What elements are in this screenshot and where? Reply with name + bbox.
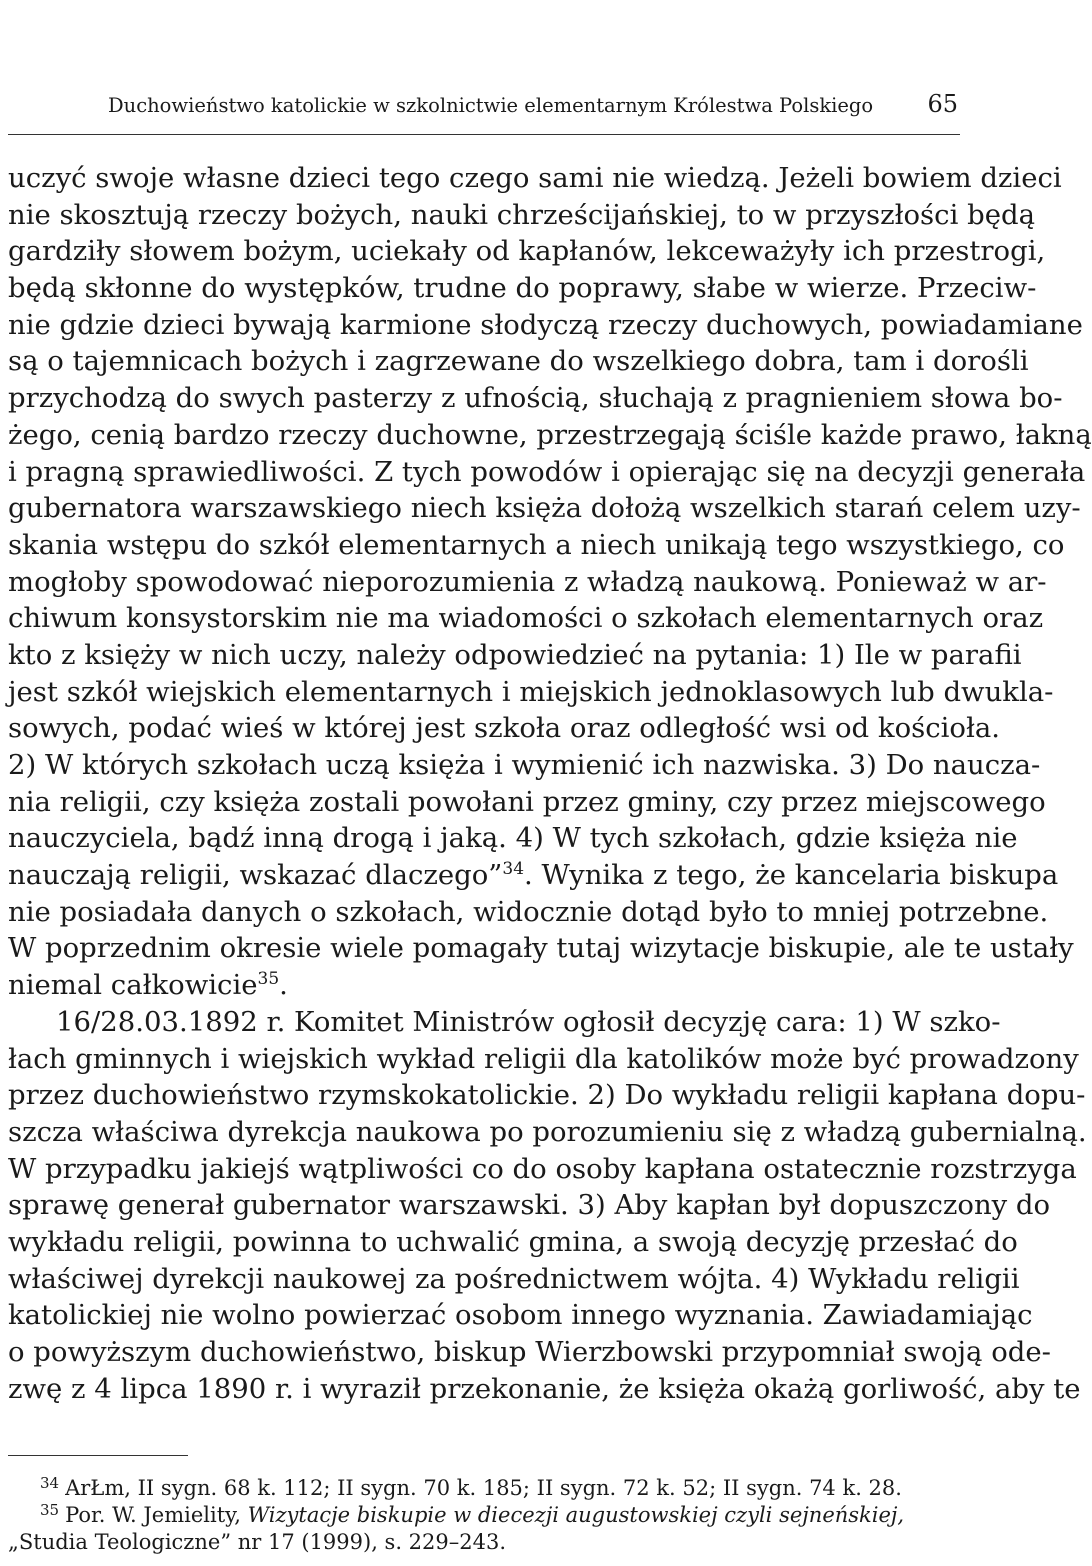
text-segment: .: [279, 969, 288, 1002]
text-line: nia religii, czy księża zostali powołani przez gminy, czy przez miejscowego: [8, 785, 1046, 818]
text-line: skania wstępu do szkół elementarnych a niech unikają tego wszystkiego, co: [8, 528, 1065, 561]
text-line: sowych, podać wieś w której jest szkoła oraz odległość wsi od kościoła.: [8, 712, 1001, 745]
text-segment: nauczają religii, wskazać dlaczego”: [8, 859, 503, 892]
text-line: gubernatora warszawskiego niech księża dołożą wszelkich starań celem uzy-: [8, 492, 1081, 525]
text-line: i pragną sprawiedliwości. Z tych powodów i opierając się na decyzji generała: [8, 455, 1086, 488]
footnote-divider: [8, 1455, 188, 1456]
text-line: W przypadku jakiejś wątpliwości co do osoby kapłana ostatecznie rozstrzyga: [8, 1152, 1077, 1185]
text-line: kto z księży w nich uczy, należy odpowiedzieć na pytania: 1) Ile w parafii: [8, 638, 1022, 671]
running-title: Duchowieństwo katolickie w szkolnictwie elementarnym Królestwa Polskiego: [108, 94, 874, 117]
text-line: nie gdzie dzieci bywają karmione słodyczą rzeczy duchowych, powiadamiane: [8, 308, 1083, 341]
text-line: nie posiadała danych o szkołach, widocznie dotąd było to mniej potrzebne.: [8, 895, 1049, 928]
text-line-with-footnote: [8, 857, 1059, 894]
text-line: łach gminnych i wiejskich wykład religii dla katolików może być prowadzony: [8, 1042, 1079, 1075]
text-line-with-footnote: [8, 967, 958, 1004]
text-line: W poprzednim okresie wiele pomagały tutaj wizytacje biskupie, ale te ustały: [8, 932, 1074, 965]
text-line: będą skłonne do występków, trudne do poprawy, słabe w wierze. Przeciw-: [8, 272, 1037, 305]
text-line: sprawę generał gubernator warszawski. 3) Aby kapłan był dopuszczony do: [8, 1189, 1051, 1222]
text-line: szcza właściwa dyrekcja naukowa po porozumieniu się z władzą gubernialną.: [8, 1115, 1087, 1148]
text-line: chiwum konsystorskim nie ma wiadomości o szkołach elementarnych oraz: [8, 602, 1044, 635]
main-text: [8, 160, 1092, 1407]
text-line: wykładu religii, powinna to uchwalić gmina, a swoją decyzję przesłać do: [8, 1225, 1018, 1258]
text-line: uczyć swoje własne dzieci tego czego sami nie wiedzą. Jeżeli bowiem dzieci: [8, 162, 1062, 194]
footnote-35-continuation: „Studia Teologiczne” nr 17 (1999), s. 229–243.: [8, 1530, 507, 1554]
text-line: jest szkół wiejskich elementarnych i miejskich jednoklasowych lub dwukla-: [8, 675, 1054, 708]
footnote-number: 35: [40, 1501, 60, 1519]
text-line: zwę z 4 lipca 1890 r. i wyraził przekonanie, że księża okażą gorliwość, aby te: [8, 1372, 1081, 1405]
text-line: przychodzą do swych pasterzy z ufnością, słuchają z pragnieniem słowa bo-: [8, 382, 1063, 415]
text-line: mogłoby spowodować nieporozumienia z władzą naukową. Ponieważ w ar-: [8, 565, 1047, 598]
footnote-text: Por. W. Jemielity,: [65, 1503, 248, 1527]
footnote-35: [8, 1502, 958, 1529]
text-line: żego, cenią bardzo rzeczy duchowne, przestrzegają ściśle każde prawo, łakną: [8, 418, 1092, 451]
text-line: katolickiej nie wolno powierzać osobom innego wyznania. Zawiadamiając: [8, 1299, 1033, 1332]
page-number: 65: [927, 90, 958, 118]
text-line: 2) W których szkołach uczą księża i wymienić ich nazwiska. 3) Do naucza-: [8, 749, 1041, 781]
footnote-ref-34[interactable]: 34: [502, 859, 525, 880]
footnote-text: ArŁm, II sygn. 68 k. 112; II sygn. 70 k. 185; II sygn. 72 k. 52; II sygn. 74 k. 28.: [65, 1476, 902, 1500]
footnote-number: 34: [40, 1474, 60, 1492]
text-line: nauczyciela, bądź inną drogą i jaką. 4) W tych szkołach, gdzie księża nie: [8, 822, 1018, 855]
footnote-ref-35[interactable]: 35: [257, 969, 280, 990]
text-line: o powyższym duchowieństwo, biskup Wierzbowski przypomniał swoją ode-: [8, 1336, 1051, 1368]
text-line: właściwej dyrekcji naukowej za pośrednictwem wójta. 4) Wykładu religii: [8, 1262, 1020, 1295]
text-segment: . Wynika z tego, że kancelaria biskupa: [524, 859, 1059, 892]
footnotes: [8, 1475, 958, 1556]
text-line: gardziły słowem bożym, uciekały od kapłanów, lekceważyły ich przestrogi,: [8, 235, 1046, 268]
footnote-title: Wizytacje biskupie w diecezji augustowskiej czyli sejneńskiej,: [247, 1503, 905, 1527]
text-line: 16/28.03.1892 r. Komitet Ministrów ogłosił decyzję cara: 1) W szko-: [56, 1005, 1001, 1038]
text-line: przez duchowieństwo rzymskokatolickie. 2) Do wykładu religii kapłana dopu-: [8, 1079, 1086, 1112]
text-segment: niemal całkowicie: [8, 969, 258, 1002]
page-header: [8, 90, 960, 135]
footnote-34: [8, 1475, 958, 1502]
text-line: są o tajemnicach bożych i zagrzewane do wszelkiego dobra, tam i dorośli: [8, 345, 1029, 378]
text-line: nie skosztują rzeczy bożych, nauki chrześcijańskiej, to w przyszłości będą: [8, 198, 1035, 231]
